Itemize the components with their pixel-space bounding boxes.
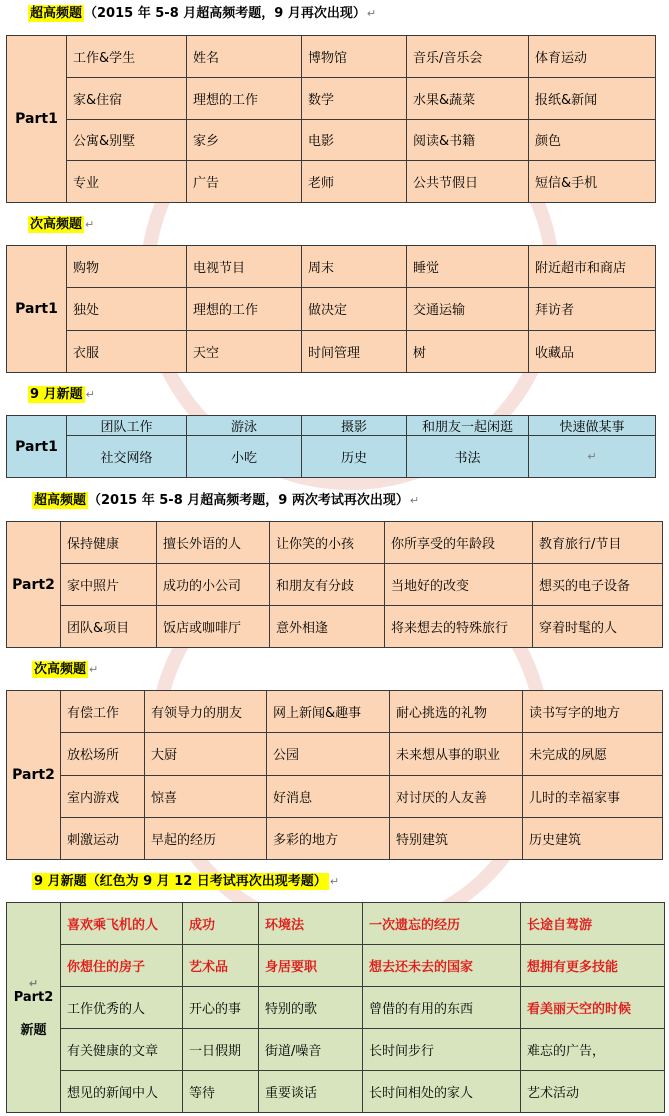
topic-cell: 体育运动 (529, 36, 656, 78)
topic-cell: 周末 (302, 246, 407, 288)
topic-cell: 想买的电子设备 (533, 564, 663, 606)
topic-cell: 大厨 (145, 733, 267, 775)
topic-cell: 独处 (67, 288, 187, 330)
paragraph-mark: ↵ (587, 450, 597, 463)
topic-cell: 网上新闻&趣事 (267, 691, 390, 733)
section-heading (28, 213, 669, 237)
topic-cell: 电影 (302, 119, 407, 161)
topic-cell: 团队&项目 (61, 606, 157, 648)
topic-cell: 公园 (267, 733, 390, 775)
paragraph-mark: ↵ (409, 494, 420, 507)
part-label (7, 903, 61, 1113)
section-heading (32, 870, 669, 894)
topic-cell: 有偿工作 (61, 691, 145, 733)
topic-cell-repeat: 你想住的房子 (61, 945, 183, 987)
topic-cell: 长时间相处的家人 (363, 1071, 521, 1113)
topic-cell: 数学 (302, 77, 407, 119)
part-label: Part1 (7, 416, 67, 478)
topic-cell: 有领导力的朋友 (145, 691, 267, 733)
topic-cell: 交通运输 (407, 288, 529, 330)
part2-second-frequent-table (6, 690, 663, 860)
topic-cell: 曾借的有用的东西 (363, 987, 521, 1029)
topic-cell: 公共节假日 (407, 161, 529, 203)
topic-cell: 博物馆 (302, 36, 407, 78)
topic-cell: 惊喜 (145, 775, 267, 817)
topic-cell: 当地好的改变 (385, 564, 533, 606)
topic-cell: 报纸&新闻 (529, 77, 656, 119)
heading-text: （2015 年 5-8 月超高频考题，9 月再次出现） (84, 6, 366, 21)
part2-september-new-table (6, 902, 665, 1113)
topic-cell: 老师 (302, 161, 407, 203)
topic-cell: 时间管理 (302, 330, 407, 372)
topic-cell: 衣服 (67, 330, 187, 372)
topic-cell: 广告 (187, 161, 302, 203)
topic-cell: 书法 (407, 436, 529, 478)
topic-cell: 公寓&别墅 (67, 119, 187, 161)
topic-cell: 附近超市和商店 (529, 246, 656, 288)
topic-cell-repeat: 看美丽天空的时候 (521, 987, 665, 1029)
topic-cell: 刺激运动 (61, 817, 145, 859)
part-label: Part1 (7, 246, 67, 373)
heading-highlight: 9 月新题（红色为 9 月 12 日考试再次出现考题） (34, 874, 327, 889)
topic-cell-repeat: 想去还未去的国家 (363, 945, 521, 987)
topic-cell: 理想的工作 (187, 77, 302, 119)
topic-cell: 阅读&书籍 (407, 119, 529, 161)
part-sublabel: 新题 (20, 1023, 47, 1038)
topic-cell: 想见的新闻中人 (61, 1071, 183, 1113)
topic-cell: 做决定 (302, 288, 407, 330)
topic-cell-repeat: 成功 (183, 903, 259, 945)
topic-cell: 家&住宿 (67, 77, 187, 119)
part-label-text: Part2 (13, 990, 54, 1005)
topic-cell: 难忘的广告， (521, 1029, 665, 1071)
heading-highlight: 次高频题 (30, 217, 83, 232)
topic-cell: 社交网络 (67, 436, 187, 478)
topic-cell: 特别建筑 (390, 817, 523, 859)
topic-cell: 多彩的地方 (267, 817, 390, 859)
topic-cell: 购物 (67, 246, 187, 288)
topic-cell: 有关健康的文章 (61, 1029, 183, 1071)
topic-cell: 工作优秀的人 (61, 987, 183, 1029)
topic-cell: 游泳 (187, 416, 302, 436)
topic-cell: 穿着时髦的人 (533, 606, 663, 648)
topic-cell: 好消息 (267, 775, 390, 817)
paragraph-mark: ↵ (85, 388, 95, 401)
heading-highlight: 超高频题 (30, 6, 83, 21)
topic-cell: 快速做某事 (529, 416, 656, 436)
topic-cell: 姓名 (187, 36, 302, 78)
topic-cell: 等待 (183, 1071, 259, 1113)
topic-cell: 重要谈话 (259, 1071, 363, 1113)
topic-cell: 教育旅行/节目 (533, 522, 663, 564)
topic-cell: 成功的小公司 (157, 564, 270, 606)
part-label: Part2 (7, 522, 61, 648)
topic-cell-repeat: 一次遗忘的经历 (363, 903, 521, 945)
topic-cell: 家中照片 (61, 564, 157, 606)
topic-cell: 颜色 (529, 119, 656, 161)
topic-cell: 历史建筑 (523, 817, 663, 859)
topic-cell: 睡觉 (407, 246, 529, 288)
topic-cell: 未完成的夙愿 (523, 733, 663, 775)
topic-cell: 开心的事 (183, 987, 259, 1029)
heading-text: （2015 年 5-8 月超高频考题，9 两次考试再次出现） (88, 493, 409, 508)
topic-cell: 理想的工作 (187, 288, 302, 330)
topic-cell-repeat: 环境法 (259, 903, 363, 945)
topic-cell: 将来想去的特殊旅行 (385, 606, 533, 648)
section-heading (32, 489, 669, 513)
topic-cell: 小吃 (187, 436, 302, 478)
topic-cell: 电视节目 (187, 246, 302, 288)
topic-cell: 音乐/音乐会 (407, 36, 529, 78)
topic-cell-repeat: 身居要职 (259, 945, 363, 987)
topic-cell: 未来想从事的职业 (390, 733, 523, 775)
topic-cell: 早起的经历 (145, 817, 267, 859)
topic-cell: 团队工作 (67, 416, 187, 436)
topic-cell: 树 (407, 330, 529, 372)
section-heading (28, 383, 669, 407)
topic-cell: 专业 (67, 161, 187, 203)
topic-cell: 和朋友有分歧 (270, 564, 385, 606)
topic-cell: 擅长外语的人 (157, 522, 270, 564)
topic-cell: 短信&手机 (529, 161, 656, 203)
paragraph-mark: ↵ (89, 663, 99, 676)
part-label: Part2 (7, 691, 61, 860)
section-heading (32, 658, 669, 682)
topic-cell: 摄影 (302, 416, 407, 436)
topic-cell: 艺术活动 (521, 1071, 665, 1113)
topic-cell-repeat: 喜欢乘飞机的人 (61, 903, 183, 945)
topic-cell: 收藏品 (529, 330, 656, 372)
topic-cell: 儿时的幸福家事 (523, 775, 663, 817)
topic-cell: 室内游戏 (61, 775, 145, 817)
paragraph-mark: ↵ (329, 875, 340, 888)
topic-cell: 耐心挑选的礼物 (390, 691, 523, 733)
part1-super-frequent-table (6, 35, 656, 203)
topic-cell: 放松场所 (61, 733, 145, 775)
section-heading (28, 2, 669, 26)
topic-cell-empty (529, 436, 656, 478)
topic-cell: 对讨厌的人友善 (390, 775, 523, 817)
topic-cell: 你所享受的年龄段 (385, 522, 533, 564)
topic-cell: 特别的歌 (259, 987, 363, 1029)
topic-cell: 拜访者 (529, 288, 656, 330)
topic-cell: 意外相逢 (270, 606, 385, 648)
heading-highlight: 超高频题 (34, 493, 87, 508)
topic-cell: 历史 (302, 436, 407, 478)
topic-cell: 水果&蔬菜 (407, 77, 529, 119)
topic-cell-repeat: 想拥有更多技能 (521, 945, 665, 987)
topic-cell: 街道/噪音 (259, 1029, 363, 1071)
part-label: Part1 (7, 36, 67, 203)
topic-cell: 读书写字的地方 (523, 691, 663, 733)
part1-september-new-table (6, 415, 656, 478)
topic-cell: 家乡 (187, 119, 302, 161)
paragraph-mark: ↵ (366, 7, 377, 20)
topic-cell-repeat: 长途自驾游 (521, 903, 665, 945)
heading-highlight: 次高频题 (34, 662, 87, 677)
topic-cell-repeat: 艺术品 (183, 945, 259, 987)
part1-second-frequent-table (6, 245, 656, 373)
heading-highlight: 9 月新题 (30, 387, 83, 402)
topic-cell: 一日假期 (183, 1029, 259, 1071)
paragraph-mark: ↵ (85, 218, 95, 231)
topic-cell: 保持健康 (61, 522, 157, 564)
topic-cell: 工作&学生 (67, 36, 187, 78)
topic-cell: 饭店或咖啡厅 (157, 606, 270, 648)
part2-super-frequent-table (6, 521, 663, 648)
paragraph-mark: ↵ (28, 977, 39, 990)
topic-cell: 和朋友一起闲逛 (407, 416, 529, 436)
topic-cell: 让你笑的小孩 (270, 522, 385, 564)
topic-cell: 长时间步行 (363, 1029, 521, 1071)
topic-cell: 天空 (187, 330, 302, 372)
